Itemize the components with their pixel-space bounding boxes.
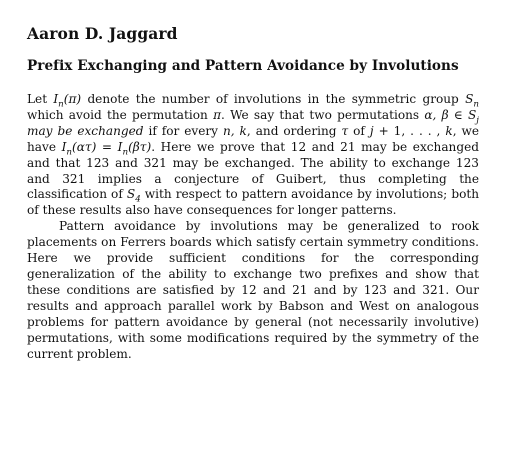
abstract — [27, 92, 479, 362]
text-fragment: , we have — [27, 123, 479, 154]
text-fragment: + 1, . . . , — [373, 123, 446, 138]
text-fragment: Pattern avoidance by involutions may be generalized to rook placements on Ferrers boards which satisfy certain symmetry conditions. Here we provide sufficient conditions for the corresponding generalization of the ability to exchange two prefixes and show that these conditions are satisfied by 12 and 21 and by 123 and 321. Our results and approach parallel work by Babson and West on analogous problems for pattern avoidance by general (not necessarily involutive) permutations, with some modifications required by the symmetry of the current problem. — [27, 219, 479, 361]
math-fragment: (βτ) — [128, 139, 152, 154]
text-fragment: . Here we prove that 12 and 21 may be exchanged and that 123 and 321 may be exchanged. The ability to exchange 123 and 321 implies a conjecture of Guibert, thus completing the classification of — [27, 139, 479, 202]
math-fragment: n — [58, 99, 64, 110]
abstract-paragraph-1 — [27, 92, 479, 219]
text-fragment: . We say that two permutations — [221, 107, 425, 122]
math-fragment: α, β ∈ S — [424, 107, 477, 122]
math-fragment: π — [213, 107, 222, 122]
math-fragment: k — [445, 123, 453, 138]
math-fragment: (π) — [63, 92, 82, 106]
math-fragment: n — [66, 147, 72, 158]
math-fragment: (ατ) = — [72, 139, 118, 154]
author-name: Aaron D. Jaggard — [27, 24, 178, 43]
math-fragment: n — [122, 147, 129, 158]
text-fragment: denote the number of involutions in the symmetric group — [81, 92, 466, 106]
math-fragment: τ — [341, 123, 349, 138]
text-fragment: of — [348, 123, 370, 138]
math-fragment: n — [473, 99, 479, 110]
text-fragment: , and ordering — [246, 123, 342, 138]
math-fragment: I — [117, 139, 123, 154]
math-fragment: I — [53, 92, 59, 106]
math-fragment: 4 — [135, 194, 141, 205]
abstract-paragraph-2 — [27, 219, 479, 362]
text-fragment: if for every — [143, 123, 223, 138]
text-fragment: which avoid the permutation — [27, 107, 214, 122]
math-fragment: S — [126, 187, 136, 202]
math-fragment: S — [465, 92, 474, 106]
text-fragment: may be exchanged — [27, 123, 144, 138]
math-fragment: I — [61, 139, 67, 154]
math-fragment: j — [476, 115, 479, 126]
paper-title: Prefix Exchanging and Pattern Avoidance by Involutions — [27, 58, 459, 74]
text-fragment: with respect to pattern avoidance by involutions; both of these results also have consequences for longer patterns. — [27, 187, 479, 218]
math-fragment: n, k — [222, 123, 247, 138]
document-page — [27, 24, 479, 362]
math-fragment: j — [369, 123, 374, 138]
text-fragment: Let — [27, 92, 54, 106]
